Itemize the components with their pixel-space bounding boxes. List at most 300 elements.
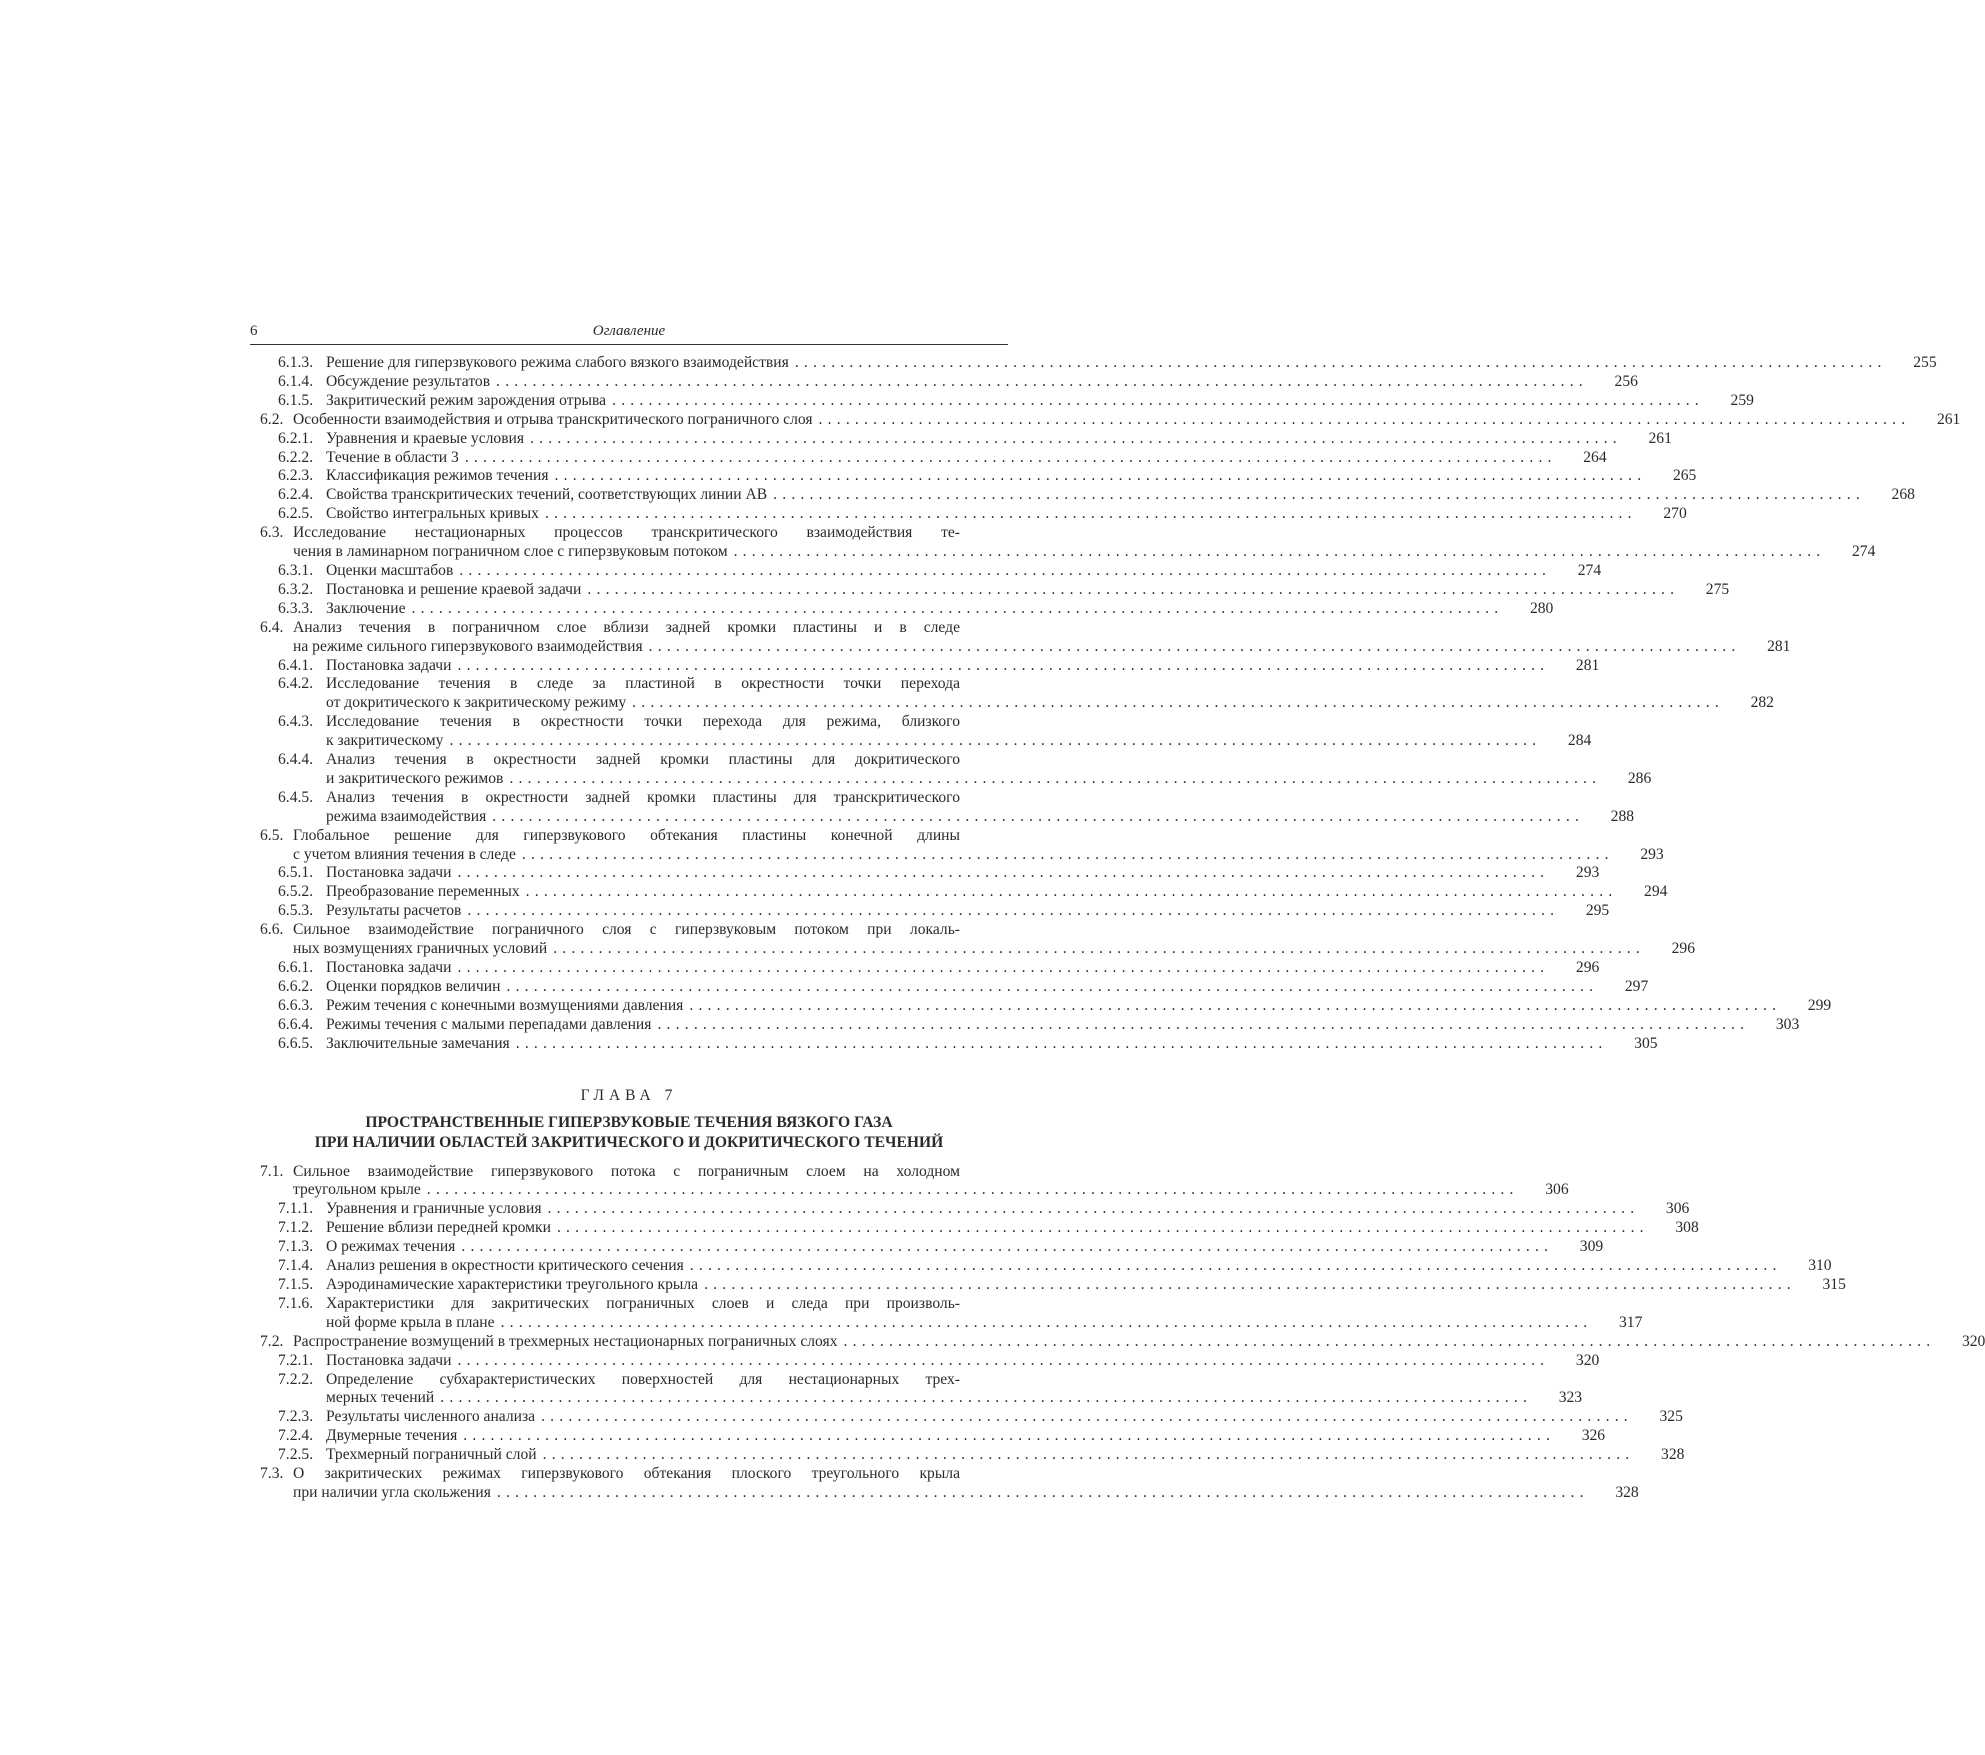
toc-page-number: 293 [1575, 864, 1600, 882]
toc-entry-body [250, 505, 1687, 524]
toc-entry-body [250, 1200, 1690, 1219]
toc-entry-body [250, 996, 1832, 1016]
toc-entry-body [250, 524, 1876, 562]
toc-entry-title [326, 599, 1554, 619]
dot-leader: ........................................................................................................................ [509, 769, 1602, 787]
dot-leader: ........................................................................................................................ [843, 1332, 1936, 1350]
toc-entry-title [326, 675, 1774, 713]
toc-entry[interactable] [250, 1015, 1800, 1035]
toc-entry-number: 7.1.6. [278, 1294, 314, 1312]
toc-entry[interactable] [250, 1257, 1832, 1276]
toc-page-number: 323 [1558, 1389, 1583, 1407]
dot-leader: ........................................................................................................................ [521, 845, 1614, 863]
dot-leader: ........................................................................................................................ [547, 1200, 1640, 1218]
toc-entry-number: 7.1. [260, 1162, 284, 1180]
dot-leader: ........................................................................................................................ [457, 864, 1550, 882]
toc-entry-title-line: Свойства транскритических течений, соответствующих линии AB [326, 486, 768, 504]
toc-entry-number: 6.5.3. [278, 902, 314, 920]
toc-entry-last-line [293, 1483, 1639, 1503]
toc-entry-title [326, 505, 1687, 524]
toc-entry-title-line: Обсуждение результатов [326, 372, 491, 390]
dot-leader: ........................................................................................................................ [463, 1427, 1556, 1445]
toc-entry-last-line [326, 448, 1607, 468]
toc-entry-title-line: Свойство интегральных кривых [326, 505, 539, 523]
toc-page-number: 299 [1807, 996, 1832, 1014]
toc-entry-title [326, 1427, 1606, 1446]
toc-entry-body [250, 1238, 1604, 1257]
toc-entry[interactable] [250, 1238, 1604, 1257]
toc-entry-title [326, 1034, 1658, 1054]
toc-entry-title [293, 410, 1961, 430]
toc-entry-body [250, 580, 1730, 600]
toc-entry[interactable] [250, 1034, 1658, 1054]
toc-entry-number: 6.5.1. [278, 864, 314, 882]
toc-entry-last-line [326, 1015, 1800, 1035]
toc-entry-title-line: мерных течений [326, 1389, 435, 1407]
toc-entry[interactable] [250, 675, 1774, 713]
toc-entry[interactable] [250, 1200, 1690, 1219]
toc-entry-number: 6.6.5. [278, 1034, 314, 1052]
toc-entry-body [250, 864, 1600, 883]
toc-entry[interactable] [250, 410, 1961, 430]
toc-entry-title-line: О закритических режимах гиперзвукового обтекания плоского треугольного крыла [293, 1465, 960, 1483]
toc-entry-body [250, 1257, 1832, 1276]
toc-entry-number: 6.4.2. [278, 675, 314, 693]
toc-entry-body [250, 656, 1600, 676]
dot-leader: ........................................................................................................................ [542, 1446, 1635, 1464]
toc-entry-title-line: Заключение [326, 599, 406, 617]
dot-leader: ........................................................................................................................ [496, 1483, 1589, 1501]
toc-page-number: 306 [1665, 1200, 1690, 1218]
dot-leader: ........................................................................................................................ [457, 959, 1550, 976]
toc-entry-body [250, 372, 1638, 392]
toc-entry-last-line [293, 637, 1791, 657]
toc-entry-number: 6.2. [260, 410, 284, 428]
toc-entry[interactable] [250, 524, 1876, 562]
toc-entry-title [326, 486, 1915, 505]
toc-entry-title-line: Исследование нестационарных процессов транскритического взаимодействия те- [293, 524, 960, 542]
toc-entry-body [250, 788, 1635, 827]
toc-entry-title [326, 354, 1937, 373]
toc-entry-number: 6.2.1. [278, 429, 314, 447]
toc-page-number: 296 [1671, 940, 1695, 958]
running-title: Оглавление [592, 323, 666, 339]
dot-leader: ........................................................................................................................ [449, 732, 1542, 750]
dot-leader: ........................................................................................................................ [459, 561, 1552, 579]
toc-page-number: 328 [1615, 1483, 1639, 1501]
toc-entry-last-line [293, 1332, 1985, 1352]
toc-page-number: 310 [1808, 1257, 1832, 1275]
toc-entry-last-line [326, 996, 1832, 1016]
toc-page-number: 255 [1913, 354, 1937, 371]
toc-entry-title-line: Решение для гиперзвукового режима слабого вязкого взаимодействия [326, 354, 789, 371]
dot-leader: ........................................................................................................................ [506, 977, 1599, 995]
toc-page-number: 264 [1583, 448, 1607, 466]
toc-entry-last-line [326, 467, 1697, 486]
toc-entry-body [250, 713, 1592, 751]
toc-entry-title-line: Режим течения с конечными возмущениями давления [326, 996, 684, 1014]
toc-entry-title-line: Анализ течения в окрестности задней кромки пластины для транскритического [326, 788, 960, 806]
toc-entry-number: 6.3.3. [278, 599, 314, 617]
toc-entry[interactable] [250, 599, 1554, 619]
toc-entry-number: 6.2.3. [278, 467, 314, 485]
toc-entry-body [250, 977, 1649, 997]
toc-entry-last-line [326, 486, 1915, 505]
toc-entry[interactable] [250, 354, 1937, 373]
toc-entry-body [250, 1351, 1600, 1371]
toc-entry-title [326, 1446, 1685, 1465]
toc-entry-title [326, 751, 1652, 789]
toc-page-number: 280 [1529, 599, 1554, 617]
toc-entry-title [326, 372, 1638, 392]
toc-entry[interactable] [250, 561, 1602, 581]
toc-entry-title-line: Решение вблизи передней кромки [326, 1219, 551, 1237]
toc-entry-title [326, 561, 1602, 581]
toc-entry-title [326, 1370, 1583, 1409]
toc-entry-title [326, 1408, 1683, 1427]
toc-entry-body [250, 1294, 1643, 1333]
toc-entry-title [326, 448, 1607, 468]
toc-entry-title [326, 788, 1635, 827]
toc-entry-title-line: Глобальное решение для гиперзвукового обтекания пластины конечной длины [293, 826, 960, 844]
toc-entry[interactable] [250, 959, 1600, 978]
toc-entry[interactable] [250, 656, 1600, 676]
toc-entry-title-line: ных возмущениях граничных условий [293, 940, 548, 958]
toc-entry-last-line [293, 410, 1961, 430]
toc-entry-last-line [326, 1427, 1606, 1446]
toc-entry-last-line [293, 845, 1664, 865]
dot-leader: ........................................................................................................................ [612, 391, 1704, 409]
toc-entry[interactable] [250, 883, 1668, 902]
toc-entry-title-line: Результаты численного анализа [326, 1408, 536, 1426]
toc-entry-number: 6.1.5. [278, 391, 314, 409]
toc-entry[interactable] [250, 1446, 1685, 1465]
toc-entry-last-line [326, 580, 1730, 600]
toc-entry-title-line: Постановка задачи [326, 959, 452, 976]
toc-entry-body [250, 1370, 1583, 1409]
toc-section-chapter-6 [250, 354, 1961, 1054]
toc-entry[interactable] [250, 1370, 1583, 1409]
toc-entry-title [326, 1275, 1846, 1295]
toc-entry[interactable] [250, 372, 1638, 392]
toc-entry[interactable] [250, 1465, 1639, 1503]
toc-page-number: 317 [1618, 1313, 1643, 1331]
dot-leader: ........................................................................................................................ [689, 996, 1782, 1014]
toc-entry[interactable] [250, 977, 1649, 997]
toc-entry-title-line: Результаты расчетов [326, 902, 462, 920]
toc-page-number: 288 [1610, 807, 1635, 825]
toc-entry[interactable] [250, 505, 1687, 524]
toc-entry[interactable] [250, 618, 1791, 657]
dot-leader: ........................................................................................................................ [467, 902, 1560, 920]
dot-leader: ........................................................................................................................ [492, 807, 1585, 825]
dot-leader: ........................................................................................................................ [553, 940, 1645, 958]
toc-entry-title [326, 713, 1592, 751]
chapter-title-line-1: ПРОСТРАНСТВЕННЫЕ ГИПЕРЗВУКОВЫЕ ТЕЧЕНИЯ ВЯЗКОГО ГАЗА [365, 1113, 893, 1131]
toc-entry[interactable] [250, 391, 1754, 411]
toc-entry[interactable] [250, 713, 1592, 751]
toc-entry-last-line [293, 940, 1695, 959]
toc-entry-title [293, 826, 1664, 865]
toc-entry-title-line: Сильное взаимодействие гиперзвукового потока с пограничным слоем на холодном [293, 1162, 960, 1180]
toc-entry-last-line [293, 543, 1876, 562]
toc-entry-title [326, 864, 1600, 883]
toc-entry-title-line: Распространение возмущений в трехмерных нестационарных пограничных слоях [293, 1332, 838, 1350]
toc-page-number: 328 [1661, 1446, 1685, 1464]
toc-entry-number: 7.1.2. [278, 1219, 314, 1237]
toc-entry-title [326, 977, 1649, 997]
toc-entry-body [250, 467, 1697, 486]
toc-entry-number: 7.1.1. [278, 1200, 314, 1218]
toc-entry-body [250, 448, 1607, 468]
toc-entry-body [250, 1332, 1985, 1352]
toc-page-number: 282 [1750, 694, 1774, 712]
toc-entry-title-line: Течение в области 3 [326, 448, 459, 466]
toc-entry-body [250, 410, 1961, 430]
toc-entry-title-line: Заключительные замечания [326, 1034, 510, 1052]
toc-page-number: 320 [1575, 1351, 1600, 1369]
toc-entry-last-line [326, 1257, 1832, 1276]
dot-leader: ........................................................................................................................ [530, 429, 1622, 447]
toc-entry-number: 7.2.3. [278, 1408, 314, 1426]
toc-entry-number: 6.5.2. [278, 883, 314, 901]
toc-entry[interactable] [250, 1332, 1985, 1352]
dot-leader: ........................................................................................................................ [457, 1351, 1550, 1369]
toc-entry-title-line: Преобразование переменных [326, 883, 520, 901]
toc-page-number: 256 [1614, 372, 1638, 390]
toc-entry-title-line: Сильное взаимодействие пограничного слоя с гиперзвуковым потоком при локаль- [293, 921, 960, 939]
toc-entry-title-line: Исследование течения в окрестности точки перехода для режима, близкого [326, 713, 960, 731]
toc-entry-title-line: с учетом влияния течения в следе [293, 845, 516, 863]
dot-leader: ........................................................................................................................ [689, 1257, 1782, 1275]
toc-entry-title-line: Исследование течения в следе за пластиной в окрестности точки перехода [326, 675, 960, 693]
toc-entry-title [326, 1294, 1643, 1333]
toc-entry-title [326, 1257, 1832, 1276]
toc-entry-title-line: Оценки порядков величин [326, 977, 501, 995]
toc-entry-number: 6.2.2. [278, 448, 314, 466]
toc-entry-title-line: Уравнения и граничные условия [326, 1200, 542, 1218]
toc-entry-body [250, 1219, 1699, 1238]
toc-entry-title-line: Постановка задачи [326, 1351, 452, 1369]
toc-page-number: 274 [1577, 561, 1602, 579]
toc-entry-number: 6.4.5. [278, 788, 314, 806]
toc-entry-body [250, 1465, 1639, 1503]
toc-entry-title [326, 883, 1668, 902]
toc-entry-title [293, 618, 1791, 657]
toc-page-number: 268 [1891, 486, 1915, 504]
toc-entry[interactable] [250, 429, 1672, 449]
dot-leader: ........................................................................................................................ [426, 1181, 1519, 1199]
toc-page-number: 309 [1579, 1238, 1604, 1256]
toc-entry-title [293, 1332, 1985, 1352]
dot-leader: ........................................................................................................................ [818, 410, 1911, 428]
toc-entry-title [326, 467, 1697, 486]
toc-entry-last-line [326, 372, 1638, 392]
chapter-title [250, 1113, 1008, 1153]
toc-entry-body [250, 1408, 1683, 1427]
chapter-label: ГЛАВА 7 [580, 1086, 678, 1104]
toc-entry-last-line [326, 1313, 1643, 1333]
toc-entry[interactable] [250, 921, 1695, 959]
toc-entry-last-line [326, 354, 1937, 373]
toc-entry[interactable] [250, 826, 1664, 865]
toc-entry-title-line: Особенности взаимодействия и отрыва транскритического пограничного слоя [293, 410, 813, 428]
toc-entry-title [326, 996, 1832, 1016]
dot-leader: ........................................................................................................................ [461, 1238, 1554, 1256]
toc-entry-title-line: Постановка и решение краевой задачи [326, 580, 582, 598]
toc-page-number: 261 [1936, 410, 1961, 428]
toc-entry-title-line: на режиме сильного гиперзвукового взаимодействия [293, 637, 643, 655]
toc-entry-last-line [326, 1446, 1685, 1465]
toc-page-number: 275 [1705, 580, 1730, 598]
toc-entry[interactable] [250, 788, 1635, 827]
toc-entry-number: 6.6.2. [278, 977, 314, 995]
toc-entry-last-line [326, 561, 1602, 581]
toc-entry-last-line [326, 883, 1668, 902]
toc-entry-title-line: Уравнения и краевые условия [326, 429, 525, 447]
toc-entry-title [293, 1465, 1639, 1503]
toc-entry-last-line [326, 1389, 1583, 1408]
toc-entry-title [293, 524, 1876, 562]
toc-entry[interactable] [250, 1275, 1846, 1295]
toc-entry-title-line: Анализ течения в окрестности задней кромки пластины для докритического [326, 751, 960, 769]
toc-entry-number: 7.1.3. [278, 1238, 314, 1256]
toc-entry[interactable] [250, 751, 1652, 789]
dot-leader: ........................................................................................................................ [500, 1313, 1593, 1331]
toc-entry-number: 6.4.4. [278, 751, 314, 769]
toc-entry-body [250, 429, 1672, 449]
toc-entry[interactable] [250, 1162, 1569, 1201]
toc-entry-last-line [326, 1219, 1699, 1238]
toc-entry-body [250, 883, 1668, 902]
toc-entry-number: 6.2.4. [278, 486, 314, 504]
toc-entry-number: 6.5. [260, 826, 284, 844]
toc-entry-title-line: чения в ламинарном пограничном слое с гиперзвуковым потоком [293, 543, 728, 561]
dot-leader: ........................................................................................................................ [464, 448, 1557, 466]
toc-entry-title-line: треугольном крыле [293, 1181, 421, 1199]
toc-page-number: 315 [1822, 1275, 1846, 1293]
toc-entry-title-line: Аэродинамические характеристики треугольного крыла [326, 1275, 699, 1293]
dot-leader: ........................................................................................................................ [587, 580, 1680, 598]
toc-entry-last-line [326, 391, 1754, 411]
toc-entry-last-line [326, 807, 1635, 827]
toc-entry-last-line [326, 1275, 1846, 1295]
toc-entry-title-line: при наличии угла скольжения [293, 1483, 491, 1501]
toc-entry-body [250, 354, 1937, 373]
toc-entry-body [250, 391, 1754, 411]
toc-page-number: 284 [1567, 732, 1592, 750]
toc-page-number: 295 [1585, 902, 1610, 920]
toc-entry[interactable] [250, 996, 1832, 1016]
toc-entry[interactable] [250, 902, 1610, 921]
dot-leader: ........................................................................................................................ [773, 486, 1865, 504]
dot-leader: ........................................................................................................................ [440, 1389, 1533, 1407]
dot-leader: ........................................................................................................................ [554, 467, 1647, 485]
toc-entry-title-line: Постановка задачи [326, 864, 452, 882]
dot-leader: ........................................................................................................................ [496, 372, 1588, 390]
toc-entry-title [326, 656, 1600, 676]
toc-page-number: 281 [1575, 656, 1600, 674]
toc-entry-last-line [326, 959, 1600, 978]
toc-entry-number: 7.2.1. [278, 1351, 314, 1369]
dot-leader: ........................................................................................................................ [525, 883, 1618, 901]
toc-entry-title-line: Классификация режимов течения [326, 467, 549, 485]
toc-page-number: 325 [1659, 1408, 1683, 1426]
toc-entry-last-line [326, 505, 1687, 524]
toc-entry-body [250, 1275, 1846, 1295]
toc-entry[interactable] [250, 1351, 1600, 1371]
dot-leader: ........................................................................................................................ [632, 694, 1724, 712]
toc-page-number: 320 [1961, 1332, 1985, 1350]
toc-entry-number: 6.3.1. [278, 561, 314, 579]
toc-entry[interactable] [250, 467, 1697, 486]
toc-entry[interactable] [250, 1427, 1606, 1446]
toc-entry-title-line: режима взаимодействия [326, 807, 487, 825]
dot-leader: ........................................................................................................................ [457, 656, 1550, 674]
toc-entry-last-line [293, 1181, 1569, 1200]
toc-entry-title-line: Оценки масштабов [326, 561, 454, 579]
toc-entry[interactable] [250, 580, 1730, 600]
toc-entry-body [250, 826, 1664, 865]
toc-entry[interactable] [250, 1219, 1699, 1238]
toc-entry[interactable] [250, 1408, 1683, 1427]
toc-entry-last-line [326, 864, 1600, 883]
toc-entry-title-line: Постановка задачи [326, 656, 452, 674]
toc-entry[interactable] [250, 1294, 1643, 1333]
toc-entry-title [326, 1238, 1604, 1257]
toc-entry[interactable] [250, 448, 1607, 468]
dot-leader: ........................................................................................................................ [515, 1034, 1608, 1052]
toc-entry-title [293, 921, 1695, 959]
toc-entry-number: 7.2.5. [278, 1446, 314, 1464]
toc-page-number: 274 [1852, 543, 1876, 561]
page-number: 6 [250, 323, 258, 339]
toc-entry-number: 7.2.2. [278, 1370, 314, 1388]
toc-page-number: 281 [1767, 637, 1791, 655]
toc-entry-title [326, 1200, 1690, 1219]
toc-entry-title [326, 429, 1672, 449]
toc-entry-number: 6.4.3. [278, 713, 314, 731]
toc-entry-title-line: О режимах течения [326, 1238, 456, 1256]
dot-leader: ........................................................................................................................ [704, 1275, 1796, 1293]
toc-entry-number: 7.2. [260, 1332, 284, 1350]
dot-leader: ........................................................................................................................ [733, 543, 1826, 561]
toc-entry-body [250, 1015, 1800, 1035]
toc-page-number: 270 [1663, 505, 1687, 523]
chapter-heading [250, 1085, 1008, 1153]
toc-page-number: 308 [1675, 1219, 1699, 1237]
toc-entry-number: 6.6.3. [278, 996, 314, 1014]
toc-entry-number: 6.6. [260, 921, 284, 939]
toc-entry-title-line: и закритического режимов [326, 769, 504, 787]
toc-entry-number: 6.3. [260, 524, 284, 542]
toc-entry-body [250, 902, 1610, 921]
dot-leader: ........................................................................................................................ [657, 1015, 1750, 1033]
toc-page-number: 306 [1545, 1181, 1569, 1199]
dot-leader: ........................................................................................................................ [794, 354, 1887, 371]
toc-entry[interactable] [250, 486, 1915, 505]
toc-entry-title-line: Двумерные течения [326, 1427, 458, 1445]
toc-entry-title-line: ной форме крыла в плане [326, 1313, 495, 1331]
toc-entry-title-line: от докритического к закритическому режиму [326, 694, 627, 712]
toc-entry[interactable] [250, 864, 1600, 883]
toc-entry-title-line: Определение субхарактеристических поверхностей для нестационарных трех- [326, 1370, 960, 1388]
toc-entry-body [250, 561, 1602, 581]
dot-leader: ........................................................................................................................ [411, 599, 1504, 617]
toc-entry-last-line [326, 769, 1652, 789]
dot-leader: ........................................................................................................................ [556, 1219, 1649, 1237]
toc-entry-title-line: Анализ течения в пограничном слое вблизи задней кромки пластины и в следе [293, 618, 960, 636]
